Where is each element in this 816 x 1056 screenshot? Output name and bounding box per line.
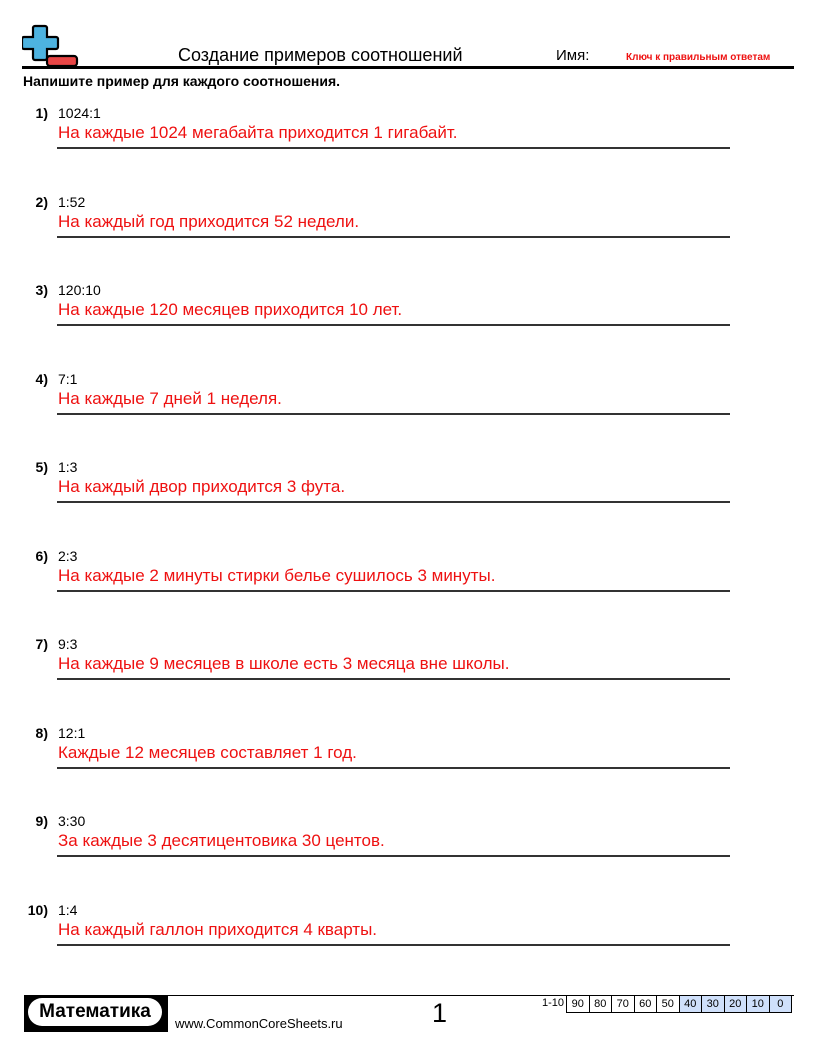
problem-item bbox=[0, 902, 816, 962]
instructions: Напишите пример для каждого соотношения. bbox=[23, 73, 341, 89]
answer-text: За каждые 3 десятицентовика 30 центов. bbox=[58, 831, 385, 850]
answer-line bbox=[57, 501, 730, 503]
problem-ratio: 3:30 bbox=[58, 813, 86, 829]
answer-key-label: Ключ к правильным ответам bbox=[626, 52, 771, 63]
site-url: www.CommonCoreSheets.ru bbox=[175, 1016, 343, 1031]
problem-number: 8) bbox=[35, 724, 48, 741]
answer-text: На каждый год приходится 52 недели. bbox=[58, 211, 360, 231]
problem-number: 2) bbox=[35, 193, 48, 210]
score-table bbox=[530, 995, 792, 1013]
problem-item bbox=[0, 105, 816, 165]
score-cell: 60 bbox=[634, 995, 658, 1013]
problem-number: 9) bbox=[35, 813, 48, 829]
score-cell: 10 bbox=[746, 995, 770, 1013]
problem-item bbox=[0, 459, 816, 519]
answer-line bbox=[57, 236, 730, 238]
problem-item bbox=[0, 813, 816, 873]
answer-line bbox=[57, 944, 730, 946]
problem-item bbox=[0, 282, 816, 342]
problem-number: 3) bbox=[35, 282, 48, 298]
answer-text: На каждый галлон приходится 4 кварты. bbox=[58, 919, 378, 939]
answer-text: На каждые 1024 мегабайта приходится 1 гигабайт. bbox=[58, 123, 458, 142]
problem-number: 6) bbox=[35, 547, 48, 564]
score-cell: 90 bbox=[566, 995, 590, 1013]
problem-item bbox=[0, 194, 816, 254]
subject-badge bbox=[24, 995, 168, 1032]
score-cell: 20 bbox=[724, 995, 748, 1013]
answer-line bbox=[57, 767, 730, 769]
answer-text: Каждые 12 месяцев составляет 1 год. bbox=[58, 742, 357, 762]
header-divider bbox=[22, 66, 794, 69]
problem-number: 5) bbox=[35, 459, 48, 475]
problem-item bbox=[0, 548, 816, 608]
plus-minus-logo-icon bbox=[22, 24, 80, 68]
problem-ratio: 9:3 bbox=[58, 636, 78, 652]
answer-line bbox=[57, 855, 730, 857]
score-cell: 30 bbox=[701, 995, 725, 1013]
score-cell: 0 bbox=[769, 995, 793, 1013]
problem-ratio: 1024:1 bbox=[58, 105, 101, 121]
answer-text: На каждые 7 дней 1 неделя. bbox=[58, 388, 282, 408]
problem-ratio: 1:52 bbox=[58, 193, 86, 210]
problem-ratio: 7:1 bbox=[58, 370, 78, 387]
answer-line bbox=[57, 678, 730, 680]
name-label: Имя: bbox=[556, 47, 590, 64]
problem-ratio: 1:4 bbox=[58, 901, 78, 918]
problem-number: 4) bbox=[35, 370, 48, 387]
score-cell: 40 bbox=[679, 995, 703, 1013]
answer-line bbox=[57, 413, 730, 415]
answer-text: На каждые 9 месяцев в школе есть 3 месяца вне школы. bbox=[58, 654, 510, 673]
answer-text: На каждые 2 минуты стирки белье сушилось 3 минуты. bbox=[58, 565, 496, 585]
answer-text: На каждые 120 месяцев приходится 10 лет. bbox=[58, 300, 403, 319]
problem-item bbox=[0, 725, 816, 785]
answer-line bbox=[57, 324, 730, 326]
problem-ratio: 12:1 bbox=[58, 724, 86, 741]
score-range-label: 1-10 bbox=[541, 997, 564, 1009]
score-cell: 50 bbox=[656, 995, 680, 1013]
answer-line bbox=[57, 147, 730, 149]
problem-number: 1) bbox=[35, 105, 48, 121]
subject-badge-label: Математика bbox=[28, 998, 162, 1026]
problem-ratio: 120:10 bbox=[58, 282, 101, 298]
page-number: 1 bbox=[432, 998, 448, 1028]
problem-item bbox=[0, 371, 816, 431]
problem-number: 10) bbox=[27, 901, 48, 918]
score-cell: 70 bbox=[611, 995, 635, 1013]
problem-item bbox=[0, 636, 816, 696]
problem-ratio: 1:3 bbox=[58, 459, 78, 475]
problem-number: 7) bbox=[35, 636, 48, 652]
answer-text: На каждый двор приходится 3 фута. bbox=[58, 477, 346, 496]
answer-line bbox=[57, 590, 730, 592]
score-cell: 80 bbox=[589, 995, 613, 1013]
worksheet-title: Создание примеров соотношений bbox=[178, 45, 463, 65]
problem-ratio: 2:3 bbox=[58, 547, 78, 564]
